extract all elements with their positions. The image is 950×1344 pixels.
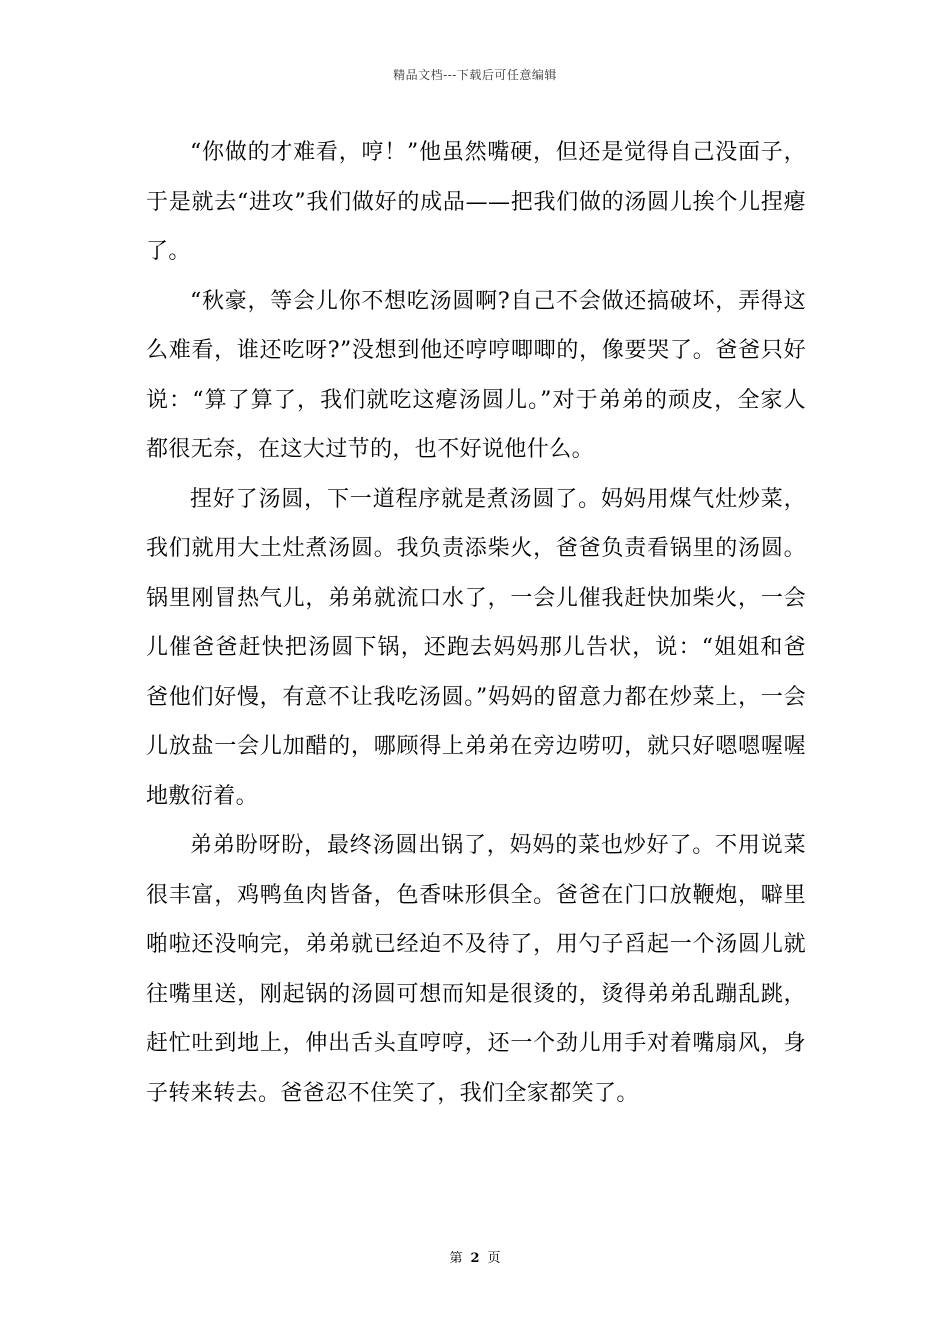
paragraph-4: 弟弟盼呀盼，最终汤圆出锅了，妈妈的菜也炒好了。不用说菜很丰富，鸡鸭鱼肉皆备，色香味形俱全。爸爸在门口放鞭炮，噼里啪啦还没响完，弟弟就已经迫不及待了，用勺子舀起一个汤圆儿就往嘴里送，刚起锅的汤圆可想而知是很烫的，烫得弟弟乱蹦乱跳，赶忙吐到地上，伸出舌头直哼哼，还一个劲儿用手对着嘴扇风，身子转来转去。爸爸忍不住笑了，我们全家都笑了。 (146, 833, 806, 1106)
paragraph-2: “秋豪，等会儿你不想吃汤圆啊?自己不会做还搞破坏，弄得这么难看，谁还吃呀?”没想到他还哼哼唧唧的，像要哭了。爸爸只好说：“算了算了，我们就吃这瘪汤圆儿。”对于弟弟的顽皮，全家人都很无奈，在这大过节的，也不好说他什么。 (146, 288, 806, 462)
page-number-suffix: 页 (487, 1251, 501, 1266)
page-number-prefix: 第 (449, 1251, 463, 1266)
paragraph-3: 捏好了汤圆，下一道程序就是煮汤圆了。妈妈用煤气灶炒菜，我们就用大土灶煮汤圆。我负责添柴火，爸爸负责看锅里的汤圆。锅里刚冒热气儿，弟弟就流口水了，一会儿催我赶快加柴火，一会儿催爸爸赶快把汤圆下锅，还跑去妈妈那儿告状，说：“姐姐和爸爸他们好慢，有意不让我吃汤圆。”妈妈的留意力都在炒菜上，一会儿放盐一会儿加醋的，哪顾得上弟弟在旁边唠叨，就只好嗯嗯喔喔地敷衍着。 (146, 486, 806, 809)
document-body (146, 128, 806, 1118)
page-header: 精品文档---下载后可任意编辑 (393, 68, 557, 82)
page-number: 2 (470, 1251, 480, 1266)
page-footer (0, 1247, 950, 1266)
paragraph-1: “你做的才难看，哼！”他虽然嘴硬，但还是觉得自己没面子，于是就去“进攻”我们做好的成品——把我们做的汤圆儿挨个儿捏瘪了。 (146, 140, 806, 264)
